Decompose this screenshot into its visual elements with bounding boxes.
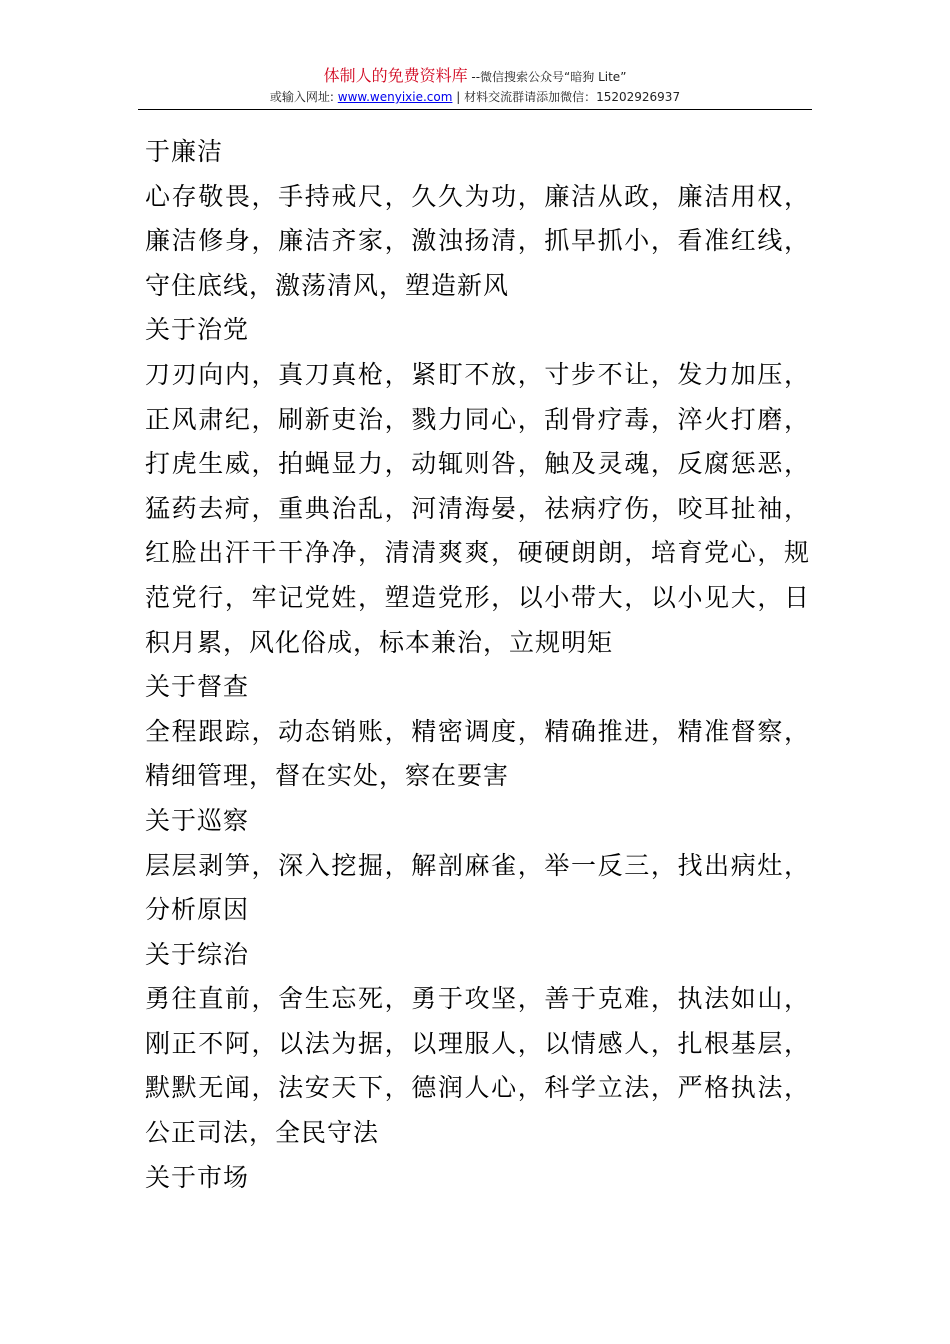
header-tagline: --微信搜索公众号“暗狗 Lite” [467, 70, 627, 84]
section-heading-market: 关于市场 [145, 1162, 250, 1192]
header-contact-line [138, 87, 812, 107]
section-heading-comprehensive-governance: 关于综治 [145, 939, 250, 969]
website-link[interactable]: www.wenyixie.com [337, 90, 453, 104]
section-heading-integrity: 于廉洁 [145, 137, 224, 166]
section-body-inspection: 层层剥笋，深入挖掘，解剖麻雀，举一反三，找出病灶，分析原因 [145, 850, 810, 925]
section-heading-party-governance: 关于治党 [145, 315, 250, 345]
header-divider [138, 109, 812, 110]
page-header [138, 66, 812, 107]
section-body-supervision: 全程跟踪，动态销账，精密调度，精确推进，精准督察，精细管理，督在实处，察在要害 [145, 716, 810, 791]
section-body-party-governance: 刀刃向内，真刀真枪，紧盯不放，寸步不让，发力加压，正风肃纪，刷新吏治，戮力同心，刮骨疗毒，淬火打磨，打虎生威，拍蝇显力，动辄则咎，触及灵魂，反腐惩恶，猛药去疴，重典治乱，河清海晏，祛病疗伤，咬耳扯袖，红脸出汗干干净净，清清爽爽，硬硬朗朗，培育党心，规范党行，牢记党姓，塑造党形，以小带大，以小见大，日积月累，风化俗成，标本兼治，立规明矩 [145, 359, 810, 657]
section-body-comprehensive-governance: 勇往直前，舍生忘死，勇于攻坚，善于克难，执法如山，刚正不阿，以法为据，以理服人，以情感人，扎根基层，默默无闻，法安天下，德润人心，科学立法，严格执法，公正司法，全民守法 [145, 984, 810, 1148]
header-title-line [138, 66, 812, 87]
brand-title: 体制人的免费资料库 [323, 66, 468, 85]
section-heading-inspection: 关于巡察 [145, 805, 250, 835]
section-body-integrity: 心存敬畏，手持戒尺，久久为功，廉洁从政，廉洁用权，廉洁修身，廉洁齐家，激浊扬清，抓早抓小，看准红线，守住底线，激荡清风，塑造新风 [145, 181, 810, 300]
url-prefix: 或输入网址: [269, 90, 338, 104]
section-heading-supervision: 关于督查 [145, 672, 250, 702]
document-body [145, 130, 810, 1200]
contact-info: | 材料交流群请添加微信：15202926937 [452, 90, 681, 104]
